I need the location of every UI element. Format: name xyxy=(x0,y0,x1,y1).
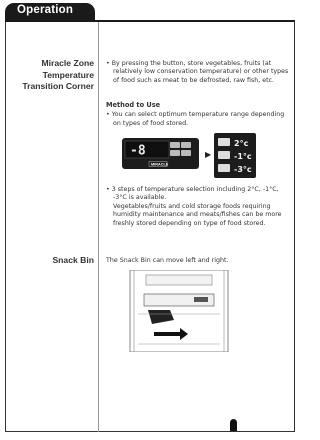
option-minus3c: -3°c xyxy=(234,165,252,174)
icon-box-3 xyxy=(170,150,180,156)
heading-line-3: Transition Corner xyxy=(22,81,94,91)
steps-note: Vegetables/fruits and cold storage foods requiring humidity maintenance and meats/fishes can be more freshly stored depending on type of food stored. xyxy=(113,202,282,227)
icon-box-1 xyxy=(170,142,180,148)
icon-box-2 xyxy=(181,142,191,148)
control-panel-display xyxy=(122,138,199,169)
veg-icon xyxy=(218,138,230,146)
method-bullet: • You can select optimum temperature range depending on types of food stored. xyxy=(106,111,285,127)
page-title: Operation xyxy=(17,4,74,16)
temperature-options-display xyxy=(214,133,256,178)
steps-bullet: • 3 steps of temperature selection including 2°C, -1°C, -3°C is available. xyxy=(106,186,279,202)
section-heading-miracle xyxy=(22,58,94,93)
frame-bottom-border xyxy=(5,431,295,432)
steps-block xyxy=(106,186,290,228)
frame-right-border xyxy=(294,22,295,432)
control-panel-graphic xyxy=(122,138,199,169)
heading-line-2: Temperature xyxy=(42,69,94,80)
method-title: Method to Use xyxy=(106,101,161,109)
upper-shelf xyxy=(146,275,212,285)
heading-line-1: Miracle Zone xyxy=(41,58,94,68)
frame-left-border xyxy=(5,22,6,432)
intro-bullet: • By pressing the button, store vegetables, fruits (at relatively low conservation temperature) or other types of food such as meat to be defrosted, raw fish, etc. xyxy=(106,60,289,84)
option-2c: 2°c xyxy=(234,139,249,148)
option-minus1c: -1°c xyxy=(234,152,252,161)
meat-icon xyxy=(218,164,230,172)
arrow-icon: ▶ xyxy=(205,150,212,159)
fish-icon xyxy=(218,151,230,159)
display-main-value: -8 xyxy=(130,143,146,159)
section-heading-snack: Snack Bin xyxy=(52,255,94,265)
miracle-intro xyxy=(106,60,290,85)
miracle-button-label: MIRACLE xyxy=(151,162,169,167)
snack-bin-illustration xyxy=(124,270,234,352)
page-tab-marker xyxy=(230,419,237,431)
column-divider xyxy=(98,22,99,432)
temperature-options-graphic xyxy=(214,133,256,178)
bin-label xyxy=(194,297,208,302)
snack-text: The Snack Bin can move left and right. xyxy=(106,257,229,264)
header-rule xyxy=(5,20,295,22)
method-block xyxy=(106,101,290,128)
icon-box-4 xyxy=(181,150,191,156)
